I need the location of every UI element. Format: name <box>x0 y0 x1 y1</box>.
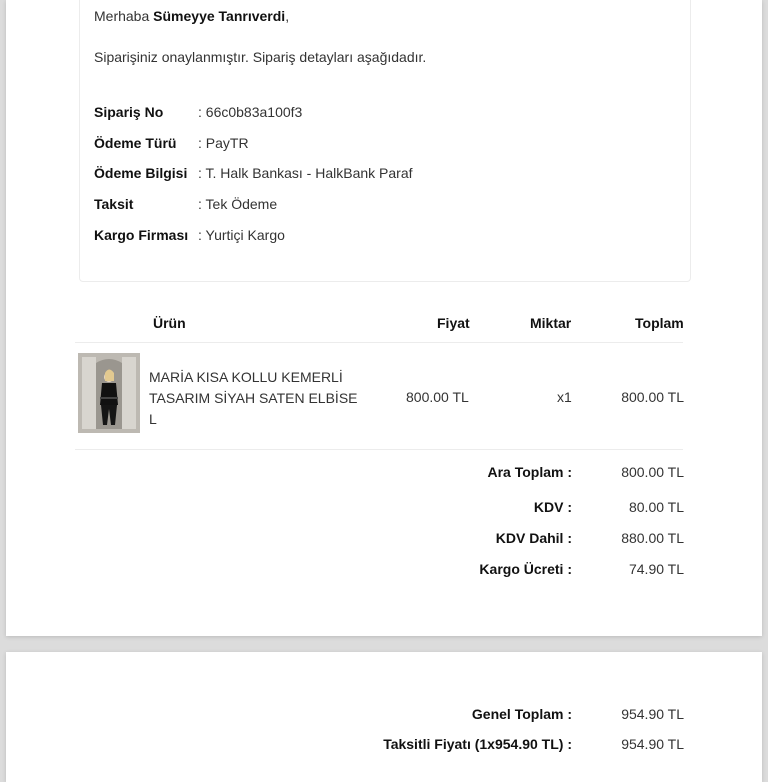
grand-total-value: 954.90 TL <box>621 706 684 722</box>
installment-value: : Tek Ödeme <box>198 196 278 212</box>
customer-name: Sümeyye Tanrıverdi <box>153 8 286 24</box>
greeting <box>94 8 289 24</box>
payment-type-value: : PayTR <box>198 135 249 151</box>
header-divider <box>75 342 683 343</box>
vat-value: 80.00 TL <box>628 499 684 515</box>
row-divider <box>75 449 683 450</box>
column-header-price: Fiyat <box>437 315 470 331</box>
subtotal-label: Ara Toplam : <box>487 464 572 480</box>
order-number-label: Sipariş No <box>94 104 164 120</box>
greeting-prefix: Merhaba <box>94 8 150 24</box>
payment-info-label: Ödeme Bilgisi <box>94 165 188 181</box>
product-name[interactable]: MARİA KISA KOLLU KEMERLİ TASARIM SİYAH SATEN ELBİSE L <box>149 369 358 427</box>
subtotal-value: 800.00 TL <box>621 464 684 480</box>
installment-label: Taksit <box>94 196 134 212</box>
confirmation-message: Siparişiniz onaylanmıştır. Sipariş detayları aşağıdadır. <box>94 49 427 65</box>
vat-included-label: KDV Dahil : <box>495 530 572 546</box>
product-quantity: x1 <box>557 389 572 405</box>
installment-price-label: Taksitli Fiyatı (1x954.90 TL) : <box>383 736 572 752</box>
order-number-value: : 66c0b83a100f3 <box>198 104 303 120</box>
shipping-company-label: Kargo Firması <box>94 227 189 243</box>
shipping-fee-label: Kargo Ücreti : <box>479 561 572 577</box>
payment-info-value: : T. Halk Bankası - HalkBank Paraf <box>198 165 413 181</box>
greeting-suffix: , <box>285 8 290 24</box>
installment-price-value: 954.90 TL <box>621 736 684 752</box>
column-header-total: Toplam <box>635 315 684 331</box>
vat-label: KDV : <box>533 499 572 515</box>
column-header-product: Ürün <box>153 315 186 331</box>
product-photo-icon <box>78 353 140 433</box>
product-image[interactable] <box>78 353 140 433</box>
shipping-fee-value: 74.90 TL <box>628 561 684 577</box>
column-header-quantity: Miktar <box>530 315 572 331</box>
product-total: 800.00 TL <box>621 389 684 405</box>
payment-type-label: Ödeme Türü <box>94 135 177 151</box>
grand-total-label: Genel Toplam : <box>471 706 572 722</box>
shipping-company-value: : Yurtiçi Kargo <box>198 227 285 243</box>
product-price: 800.00 TL <box>406 389 469 405</box>
vat-included-value: 880.00 TL <box>621 530 684 546</box>
